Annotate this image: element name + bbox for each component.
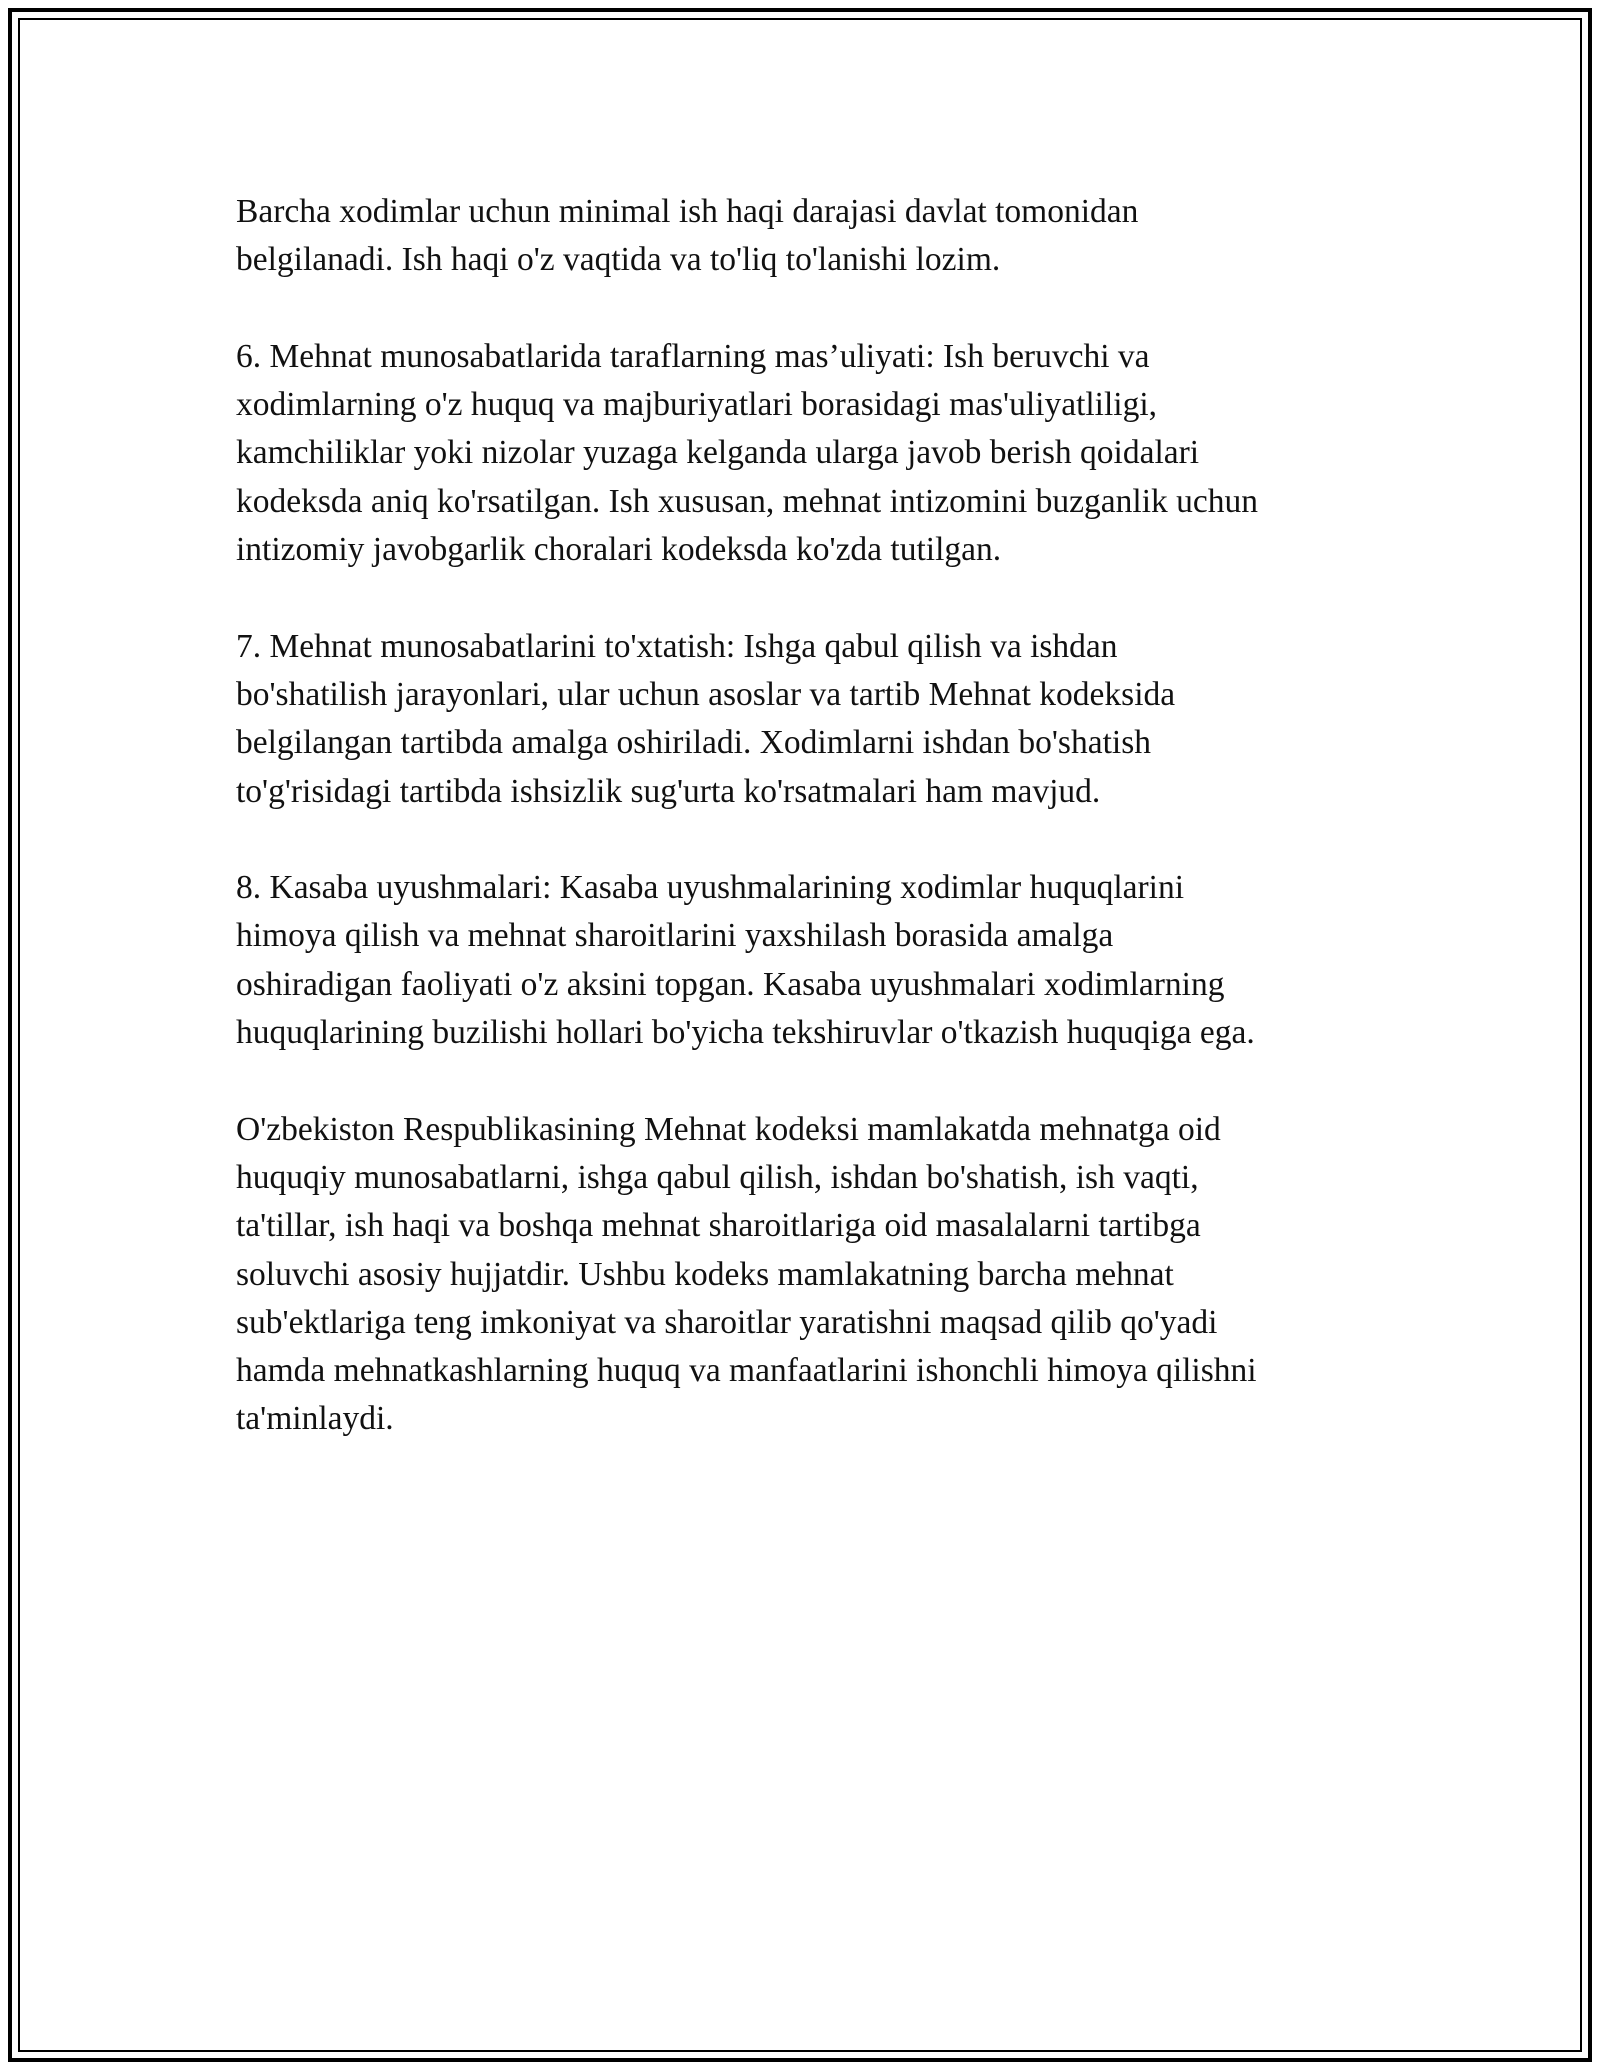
paragraph [236, 864, 1366, 1057]
paragraph-line: himoya qilish va mehnat sharoitlarini yaxshilash borasida amalga [236, 917, 1114, 955]
paragraph-line: huquqlarining buzilishi hollari bo'yicha tekshiruvlar o'tkazish huquqiga ega. [236, 1014, 1255, 1052]
paragraph-line: kamchiliklar yoki nizolar yuzaga kelganda ularga javob berish qoidalari [236, 434, 1200, 472]
document-body [236, 188, 1366, 1492]
paragraph-line: huquqiy munosabatlarni, ishga qabul qilish, ishdan bo'shatish, ish vaqti, [236, 1158, 1199, 1196]
paragraph-line: hamda mehnatkashlarning huquq va manfaatlarini ishonchli himoya qilishni [236, 1352, 1257, 1390]
paragraph-line: bo'shatilish jarayonlari, ular uchun asoslar va tartib Mehnat kodeksida [236, 675, 1176, 713]
paragraph-line: belgilanadi. Ish haqi o'z vaqtida va to'liq to'lanishi lozim. [236, 241, 1001, 279]
paragraph-line: to'g'risidagi tartibda ishsizlik sug'urta ko'rsatmalari ham mavjud. [236, 772, 1101, 810]
paragraph-line: soluvchi asosiy hujjatdir. Ushbu kodeks mamlakatning barcha mehnat [236, 1255, 1174, 1293]
paragraph-line: ta'minlaydi. [236, 1400, 394, 1438]
paragraph-line: oshiradigan faoliyati o'z aksini topgan. Kasaba uyushmalari xodimlarning [236, 965, 1225, 1003]
paragraph-line: xodimlarning o'z huquq va majburiyatlari borasidagi mas'uliyatliligi, [236, 386, 1158, 424]
paragraph-line: kodeksda aniq ko'rsatilgan. Ish xususan, mehnat intizomini buzganlik uchun [236, 482, 1259, 520]
paragraph-line: Barcha xodimlar uchun minimal ish haqi darajasi davlat tomonidan [236, 193, 1139, 230]
paragraph [236, 333, 1366, 574]
paragraph [236, 188, 1366, 285]
paragraph-line: ta'tillar, ish haqi va boshqa mehnat sharoitlariga oid masalalarni tartibga [236, 1207, 1201, 1245]
paragraph-line: O'zbekiston Respublikasining Mehnat kodeksi mamlakatda mehnatga oid [236, 1110, 1221, 1148]
paragraph-line: 7. Mehnat munosabatlarini to'xtatish: Ishga qabul qilish va ishdan [236, 627, 1118, 665]
paragraph-line: intizomiy javobgarlik choralari kodeksda ko'zda tutilgan. [236, 531, 1002, 569]
paragraph-line: 6. Mehnat munosabatlarida taraflarning mas’uliyati: Ish beruvchi va [236, 337, 1150, 375]
paragraph-line: 8. Kasaba uyushmalari: Kasaba uyushmalarining xodimlar huquqlarini [236, 869, 1185, 907]
paragraph-line: sub'ektlariga teng imkoniyat va sharoitlar yaratishni maqsad qilib qo'yadi [236, 1303, 1218, 1341]
paragraph-line: belgilangan tartibda amalga oshiriladi. Xodimlarni ishdan bo'shatish [236, 724, 1151, 762]
paragraph [236, 623, 1366, 816]
paragraph [236, 1106, 1366, 1444]
